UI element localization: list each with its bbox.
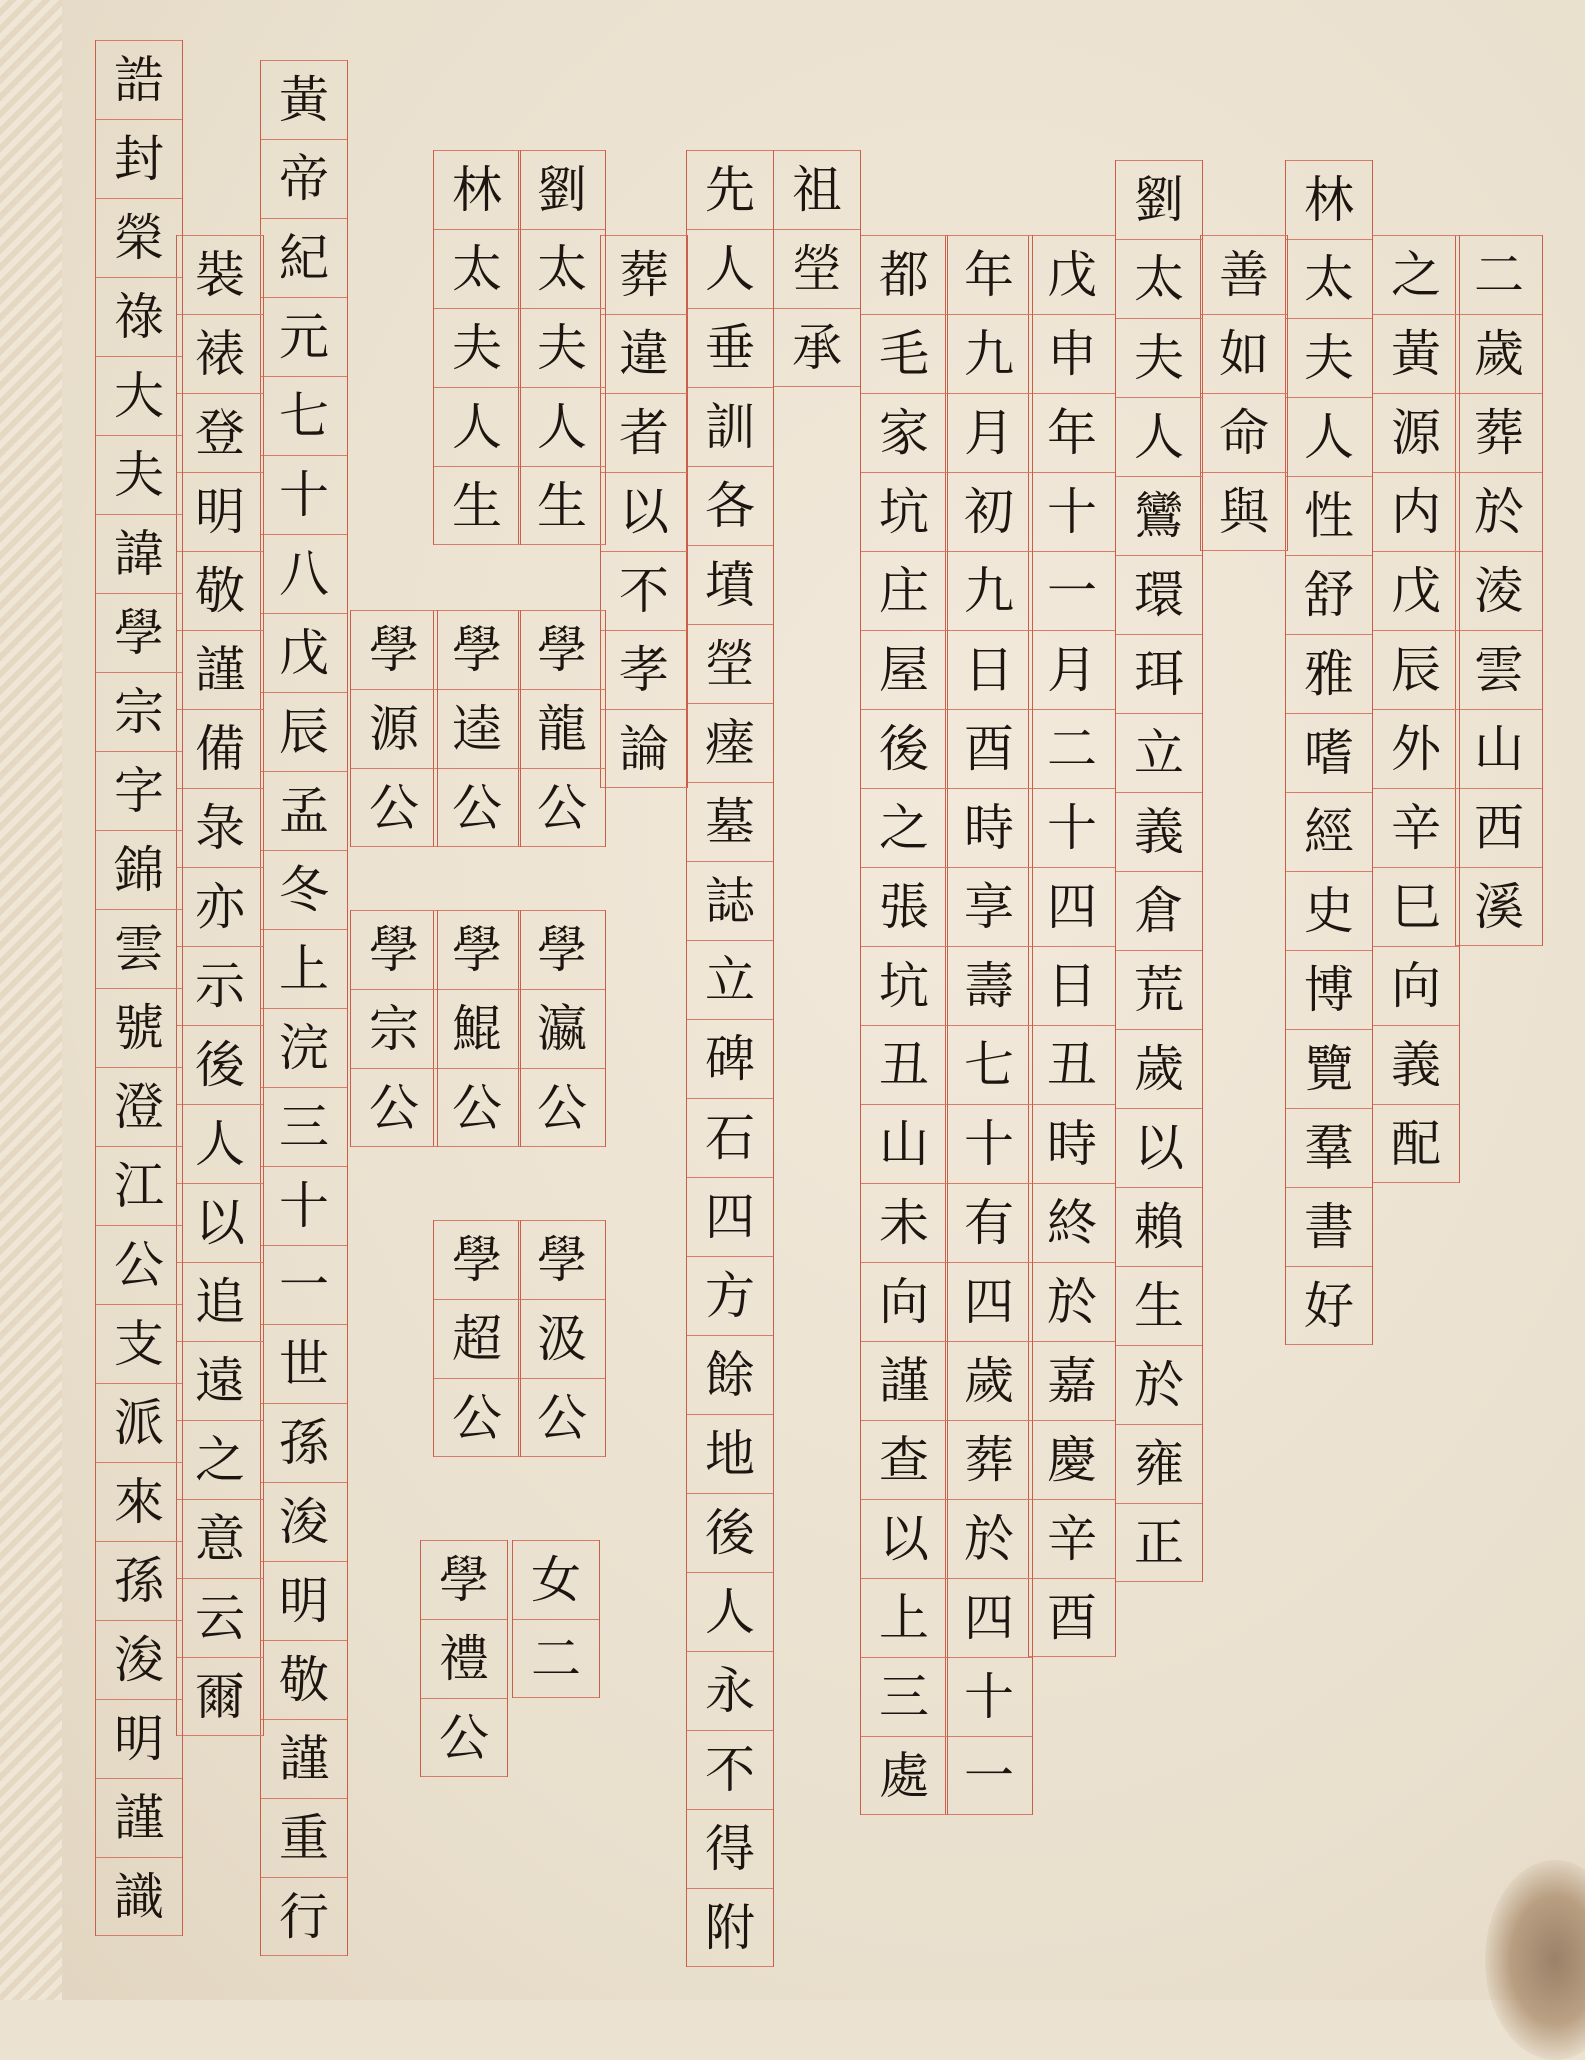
character-cell: 覽 <box>1286 1029 1372 1108</box>
character-cell: 得 <box>687 1809 773 1888</box>
character-cell: 號 <box>96 988 182 1067</box>
character-cell: 賴 <box>1116 1187 1202 1266</box>
character-cell: 嘉 <box>1029 1341 1115 1420</box>
character-cell: 超 <box>434 1299 520 1378</box>
text-column <box>1028 235 1116 1657</box>
character-cell: 先 <box>687 150 773 229</box>
character-cell: 查 <box>861 1420 947 1499</box>
character-cell: 澄 <box>96 1067 182 1146</box>
character-cell: 於 <box>1116 1345 1202 1424</box>
character-cell: 錦 <box>96 830 182 909</box>
character-cell: 丑 <box>861 1025 947 1104</box>
character-cell: 四 <box>1029 867 1115 946</box>
character-cell: 墳 <box>687 545 773 624</box>
character-cell: 大 <box>96 356 182 435</box>
character-cell: 張 <box>861 867 947 946</box>
character-cell: 浚 <box>96 1620 182 1699</box>
character-cell: 雲 <box>96 909 182 988</box>
character-cell: 謹 <box>96 1778 182 1857</box>
character-cell: 丑 <box>1029 1025 1115 1104</box>
character-cell: 淩 <box>1456 551 1542 630</box>
character-cell: 墓 <box>687 782 773 861</box>
character-cell: 倉 <box>1116 871 1202 950</box>
character-cell: 鯤 <box>434 989 520 1068</box>
text-column <box>1372 235 1460 1183</box>
character-cell: 辛 <box>1029 1499 1115 1578</box>
character-cell: 人 <box>687 1572 773 1651</box>
character-cell: 慶 <box>1029 1420 1115 1499</box>
character-cell: 一 <box>946 1736 1032 1815</box>
text-column <box>420 1540 508 1777</box>
character-cell: 經 <box>1286 792 1372 871</box>
character-cell: 時 <box>946 788 1032 867</box>
character-cell: 塋 <box>687 624 773 703</box>
character-cell: 以 <box>177 1183 263 1262</box>
character-cell: 學 <box>434 610 520 689</box>
character-cell: 與 <box>1201 472 1287 551</box>
character-cell: 一 <box>261 1245 347 1324</box>
character-cell: 三 <box>861 1657 947 1736</box>
character-cell: 年 <box>946 235 1032 314</box>
text-column <box>95 40 183 1936</box>
character-cell: 立 <box>1116 713 1202 792</box>
character-cell: 公 <box>351 1068 437 1147</box>
character-cell: 月 <box>946 393 1032 472</box>
character-cell: 雅 <box>1286 634 1372 713</box>
character-cell: 申 <box>1029 314 1115 393</box>
character-cell: 葬 <box>946 1420 1032 1499</box>
character-cell: 酉 <box>946 709 1032 788</box>
character-cell: 裱 <box>177 314 263 393</box>
character-cell: 於 <box>946 1499 1032 1578</box>
character-cell: 三 <box>261 1087 347 1166</box>
corner-stain <box>1485 1860 1585 2060</box>
character-cell: 冬 <box>261 850 347 929</box>
character-cell: 亦 <box>177 867 263 946</box>
character-cell: 夫 <box>1286 318 1372 397</box>
text-column <box>773 150 861 387</box>
character-cell: 謹 <box>177 630 263 709</box>
character-cell: 葬 <box>1456 393 1542 472</box>
character-cell: 紀 <box>261 218 347 297</box>
character-cell: 歲 <box>1116 1029 1202 1108</box>
character-cell: 元 <box>261 297 347 376</box>
character-cell: 學 <box>96 593 182 672</box>
character-cell: 學 <box>434 910 520 989</box>
character-cell: 人 <box>1286 397 1372 476</box>
character-cell: 有 <box>946 1183 1032 1262</box>
character-cell: 屋 <box>861 630 947 709</box>
character-cell: 義 <box>1116 792 1202 871</box>
character-cell: 祿 <box>96 277 182 356</box>
character-cell: 七 <box>261 376 347 455</box>
character-cell: 後 <box>687 1493 773 1572</box>
character-cell: 夫 <box>1116 318 1202 397</box>
text-column <box>433 150 521 545</box>
character-cell: 石 <box>687 1098 773 1177</box>
character-cell: 辰 <box>261 692 347 771</box>
text-column <box>350 910 438 1147</box>
character-cell: 雲 <box>1456 630 1542 709</box>
character-cell: 後 <box>177 1025 263 1104</box>
character-cell: 封 <box>96 119 182 198</box>
text-column <box>945 235 1033 1815</box>
character-cell: 榮 <box>96 198 182 277</box>
character-cell: 不 <box>601 551 687 630</box>
character-cell: 辛 <box>1373 788 1459 867</box>
character-cell: 明 <box>96 1699 182 1778</box>
text-column <box>1285 160 1373 1345</box>
character-cell: 備 <box>177 709 263 788</box>
character-cell: 書 <box>1286 1187 1372 1266</box>
character-cell: 太 <box>519 229 605 308</box>
character-cell: 之 <box>177 1420 263 1499</box>
character-cell: 永 <box>687 1651 773 1730</box>
character-cell: 孫 <box>96 1541 182 1620</box>
character-cell: 塋 <box>774 229 860 308</box>
character-cell: 意 <box>177 1499 263 1578</box>
character-cell: 學 <box>519 910 605 989</box>
character-cell: 山 <box>861 1104 947 1183</box>
character-cell: 歲 <box>1456 314 1542 393</box>
character-cell: 月 <box>1029 630 1115 709</box>
character-cell: 人 <box>1116 397 1202 476</box>
character-cell: 太 <box>1286 239 1372 318</box>
character-cell: 歲 <box>946 1341 1032 1420</box>
character-cell: 於 <box>1029 1262 1115 1341</box>
text-column <box>1455 235 1543 946</box>
character-cell: 羣 <box>1286 1108 1372 1187</box>
character-cell: 十 <box>1029 788 1115 867</box>
text-column <box>512 1540 600 1698</box>
character-cell: 劉 <box>1116 160 1202 239</box>
text-column <box>518 910 606 1147</box>
character-cell: 夫 <box>434 308 520 387</box>
character-cell: 學 <box>421 1540 507 1619</box>
character-cell: 汲 <box>519 1299 605 1378</box>
character-cell: 公 <box>519 1068 605 1147</box>
character-cell: 時 <box>1029 1104 1115 1183</box>
character-cell: 世 <box>261 1324 347 1403</box>
character-cell: 上 <box>861 1578 947 1657</box>
character-cell: 宗 <box>96 672 182 751</box>
text-column <box>350 610 438 847</box>
character-cell: 謹 <box>861 1341 947 1420</box>
character-cell: 追 <box>177 1262 263 1341</box>
character-cell: 十 <box>1029 472 1115 551</box>
text-column <box>860 235 948 1815</box>
character-cell: 爾 <box>177 1657 263 1736</box>
character-cell: 江 <box>96 1146 182 1225</box>
character-cell: 配 <box>1373 1104 1459 1183</box>
character-cell: 之 <box>1373 235 1459 314</box>
text-column <box>1115 160 1203 1582</box>
text-column <box>600 235 688 788</box>
text-column <box>518 1220 606 1457</box>
character-cell: 學 <box>351 910 437 989</box>
character-cell: 行 <box>261 1877 347 1956</box>
character-cell: 裝 <box>177 235 263 314</box>
text-column <box>686 150 774 1967</box>
character-cell: 來 <box>96 1462 182 1541</box>
character-cell: 二 <box>1029 709 1115 788</box>
character-cell: 九 <box>946 551 1032 630</box>
character-cell: 劉 <box>519 150 605 229</box>
character-cell: 十 <box>946 1657 1032 1736</box>
character-cell: 史 <box>1286 871 1372 950</box>
character-cell: 違 <box>601 314 687 393</box>
character-cell: 登 <box>177 393 263 472</box>
character-cell: 終 <box>1029 1183 1115 1262</box>
character-cell: 附 <box>687 1888 773 1967</box>
character-cell: 博 <box>1286 950 1372 1029</box>
text-column <box>433 610 521 847</box>
text-column <box>176 235 264 1736</box>
character-cell: 敬 <box>261 1640 347 1719</box>
character-cell: 重 <box>261 1798 347 1877</box>
character-cell: 溪 <box>1456 867 1542 946</box>
character-cell: 誌 <box>687 861 773 940</box>
character-cell: 學 <box>519 610 605 689</box>
character-cell: 公 <box>351 768 437 847</box>
character-cell: 宗 <box>351 989 437 1068</box>
character-cell: 生 <box>519 466 605 545</box>
character-cell: 酉 <box>1029 1578 1115 1657</box>
character-cell: 生 <box>434 466 520 545</box>
character-cell: 餘 <box>687 1335 773 1414</box>
text-column <box>1200 235 1288 551</box>
character-cell: 太 <box>434 229 520 308</box>
character-cell: 外 <box>1373 709 1459 788</box>
character-cell: 四 <box>687 1177 773 1256</box>
character-cell: 論 <box>601 709 687 788</box>
character-cell: 謹 <box>261 1719 347 1798</box>
character-cell: 太 <box>1116 239 1202 318</box>
character-cell: 源 <box>351 689 437 768</box>
character-cell: 以 <box>1116 1108 1202 1187</box>
character-cell: 日 <box>1029 946 1115 1025</box>
character-cell: 帝 <box>261 139 347 218</box>
character-cell: 方 <box>687 1256 773 1335</box>
character-cell: 人 <box>434 387 520 466</box>
character-cell: 命 <box>1201 393 1287 472</box>
character-cell: 源 <box>1373 393 1459 472</box>
character-cell: 九 <box>946 314 1032 393</box>
character-cell: 公 <box>434 768 520 847</box>
character-cell: 承 <box>774 308 860 387</box>
character-cell: 山 <box>1456 709 1542 788</box>
character-cell: 毛 <box>861 314 947 393</box>
character-cell: 戊 <box>1029 235 1115 314</box>
character-cell: 以 <box>861 1499 947 1578</box>
character-cell: 公 <box>96 1225 182 1304</box>
character-cell: 四 <box>946 1578 1032 1657</box>
character-cell: 林 <box>1286 160 1372 239</box>
character-cell: 垂 <box>687 308 773 387</box>
character-cell: 公 <box>434 1378 520 1457</box>
character-cell: 坑 <box>861 472 947 551</box>
text-column <box>260 60 348 1956</box>
character-cell: 瀛 <box>519 989 605 1068</box>
character-cell: 未 <box>861 1183 947 1262</box>
character-cell: 敬 <box>177 551 263 630</box>
character-cell: 二 <box>1456 235 1542 314</box>
character-cell: 内 <box>1373 472 1459 551</box>
character-cell: 庄 <box>861 551 947 630</box>
character-cell: 學 <box>351 610 437 689</box>
character-cell: 以 <box>601 472 687 551</box>
character-cell: 公 <box>519 768 605 847</box>
character-cell: 地 <box>687 1414 773 1493</box>
character-cell: 好 <box>1286 1266 1372 1345</box>
character-cell: 環 <box>1116 555 1202 634</box>
character-cell: 禮 <box>421 1619 507 1698</box>
character-cell: 碑 <box>687 1019 773 1098</box>
character-cell: 嗜 <box>1286 713 1372 792</box>
character-cell: 立 <box>687 940 773 1019</box>
character-cell: 不 <box>687 1730 773 1809</box>
text-column <box>433 910 521 1147</box>
character-cell: 戊 <box>261 613 347 692</box>
character-cell: 十 <box>261 455 347 534</box>
text-column <box>518 610 606 847</box>
character-cell: 二 <box>513 1619 599 1698</box>
character-cell: 善 <box>1201 235 1287 314</box>
character-cell: 林 <box>434 150 520 229</box>
character-cell: 荒 <box>1116 950 1202 1029</box>
character-cell: 巳 <box>1373 867 1459 946</box>
character-cell: 辰 <box>1373 630 1459 709</box>
character-cell: 舒 <box>1286 555 1372 634</box>
character-cell: 浚 <box>261 1482 347 1561</box>
character-cell: 公 <box>434 1068 520 1147</box>
character-cell: 女 <box>513 1540 599 1619</box>
character-cell: 家 <box>861 393 947 472</box>
character-cell: 學 <box>519 1220 605 1299</box>
character-cell: 夫 <box>96 435 182 514</box>
character-cell: 初 <box>946 472 1032 551</box>
character-cell: 識 <box>96 1857 182 1936</box>
character-cell: 後 <box>861 709 947 788</box>
character-cell: 於 <box>1456 472 1542 551</box>
character-cell: 壽 <box>946 946 1032 1025</box>
character-cell: 戊 <box>1373 551 1459 630</box>
character-cell: 性 <box>1286 476 1372 555</box>
character-cell: 訓 <box>687 387 773 466</box>
character-cell: 公 <box>519 1378 605 1457</box>
character-cell: 諱 <box>96 514 182 593</box>
character-cell: 年 <box>1029 393 1115 472</box>
character-cell: 都 <box>861 235 947 314</box>
character-cell: 誥 <box>96 40 182 119</box>
character-cell: 云 <box>177 1578 263 1657</box>
character-cell: 逵 <box>434 689 520 768</box>
character-cell: 西 <box>1456 788 1542 867</box>
character-cell: 學 <box>434 1220 520 1299</box>
character-cell: 黃 <box>261 60 347 139</box>
character-cell: 各 <box>687 466 773 545</box>
character-cell: 瘗 <box>687 703 773 782</box>
character-cell: 字 <box>96 751 182 830</box>
character-cell: 之 <box>861 788 947 867</box>
character-cell: 義 <box>1373 1025 1459 1104</box>
character-cell: 浣 <box>261 1008 347 1087</box>
character-cell: 向 <box>1373 946 1459 1025</box>
character-cell: 孟 <box>261 771 347 850</box>
character-cell: 明 <box>177 472 263 551</box>
character-cell: 珥 <box>1116 634 1202 713</box>
character-cell: 生 <box>1116 1266 1202 1345</box>
character-cell: 人 <box>687 229 773 308</box>
character-cell: 龍 <box>519 689 605 768</box>
character-cell: 七 <box>946 1025 1032 1104</box>
character-cell: 人 <box>519 387 605 466</box>
silk-mount-border <box>0 0 63 2000</box>
character-cell: 處 <box>861 1736 947 1815</box>
character-cell: 葬 <box>601 235 687 314</box>
character-cell: 黃 <box>1373 314 1459 393</box>
character-cell: 者 <box>601 393 687 472</box>
character-cell: 坑 <box>861 946 947 1025</box>
character-cell: 四 <box>946 1262 1032 1341</box>
character-cell: 如 <box>1201 314 1287 393</box>
character-cell: 公 <box>421 1698 507 1777</box>
character-cell: 祖 <box>774 150 860 229</box>
character-cell: 派 <box>96 1383 182 1462</box>
character-cell: 孫 <box>261 1403 347 1482</box>
character-cell: 夫 <box>519 308 605 387</box>
character-cell: 支 <box>96 1304 182 1383</box>
character-cell: 示 <box>177 946 263 1025</box>
text-column <box>518 150 606 545</box>
character-cell: 八 <box>261 534 347 613</box>
character-cell: 鸞 <box>1116 476 1202 555</box>
character-cell: 人 <box>177 1104 263 1183</box>
text-column <box>433 1220 521 1457</box>
character-cell: 一 <box>1029 551 1115 630</box>
character-cell: 上 <box>261 929 347 1008</box>
character-cell: 日 <box>946 630 1032 709</box>
character-cell: 遠 <box>177 1341 263 1420</box>
character-cell: 十 <box>261 1166 347 1245</box>
character-cell: 雍 <box>1116 1424 1202 1503</box>
character-cell: 享 <box>946 867 1032 946</box>
character-cell: 十 <box>946 1104 1032 1183</box>
character-cell: 正 <box>1116 1503 1202 1582</box>
character-cell: 孝 <box>601 630 687 709</box>
character-cell: 向 <box>861 1262 947 1341</box>
character-cell: 明 <box>261 1561 347 1640</box>
character-cell: 彔 <box>177 788 263 867</box>
